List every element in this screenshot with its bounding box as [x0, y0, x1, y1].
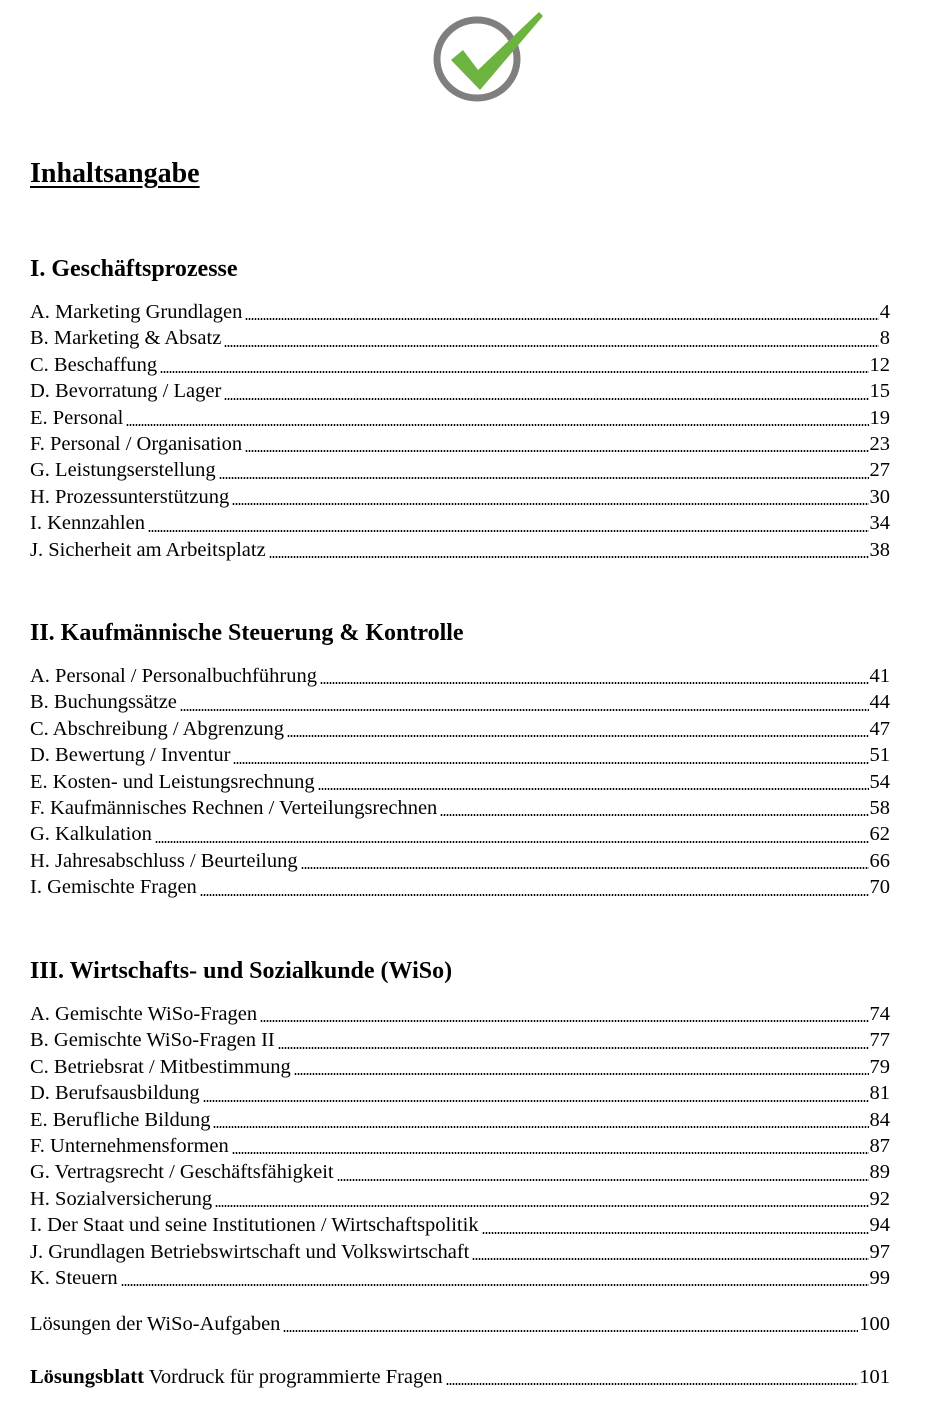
toc-entry: [30, 742, 890, 768]
toc-entry-page: 99: [869, 1266, 890, 1289]
toc-entry-label: A. Gemischte WiSo-Fragen: [30, 1003, 258, 1025]
toc-entry-page: 51: [869, 744, 890, 767]
dot-leader: [482, 1232, 869, 1234]
section-geschaeftsprozesse: [30, 253, 890, 563]
toc-entry-label: B. Marketing & Absatz: [30, 327, 222, 350]
toc-entry: [30, 510, 890, 536]
toc-entry: [30, 1265, 890, 1291]
toc-entry-page: 62: [869, 823, 890, 846]
dot-leader: [180, 709, 869, 711]
section-title: I. Geschäftsprozesse: [30, 256, 238, 282]
dot-leader: [121, 1284, 869, 1286]
toc-entry: [30, 874, 890, 900]
toc-entry-label: F. Kaufmännisches Rechnen / Verteilungsrechnen: [30, 796, 438, 819]
dot-leader: [245, 450, 868, 452]
section-kaufmaennische-steuerung: [30, 617, 890, 901]
section-title: III. Wirtschafts- und Sozialkunde (WiSo): [30, 958, 453, 984]
toc-entry-label: D. Berufsausbildung: [30, 1082, 200, 1105]
answer-sheet-label-rest: Vordruck für programmierte Fragen: [143, 1366, 443, 1388]
toc-entry-page: 77: [869, 1029, 890, 1052]
toc-entry-page: 100: [859, 1313, 890, 1335]
dot-leader: [301, 867, 869, 869]
toc-entry: [30, 1107, 890, 1133]
checkmark-icon: [433, 10, 545, 105]
toc-entry-label: A. Marketing Grundlagen: [30, 301, 243, 323]
toc-entry-label: E. Kosten- und Leistungsrechnung: [30, 770, 315, 793]
toc-entry: [30, 1054, 890, 1080]
toc-entry: [30, 795, 890, 821]
toc-entry: [30, 325, 890, 351]
toc-entry-page: 70: [869, 876, 890, 899]
toc-entry-label: G. Leistungserstellung: [30, 459, 216, 482]
dot-leader: [224, 398, 868, 400]
toc-entry-page: 44: [869, 691, 890, 714]
dot-leader: [126, 424, 868, 426]
dot-leader: [294, 1073, 869, 1075]
toc-entry-label: E. Personal: [30, 406, 124, 429]
toc-entry-page: 66: [869, 849, 890, 872]
dot-leader: [232, 503, 868, 505]
toc-entry-page: 30: [869, 485, 890, 508]
dot-leader: [318, 788, 869, 790]
toc-entry: [30, 1239, 890, 1265]
toc-entry: [30, 1186, 890, 1212]
toc-entries: [30, 299, 890, 563]
dot-leader: [160, 371, 868, 373]
dot-leader: [148, 530, 869, 532]
section-title: II. Kaufmännische Steuerung & Kontrolle: [30, 620, 464, 646]
toc-entry-page: 94: [869, 1214, 890, 1237]
toc-entry: [30, 405, 890, 431]
toc-entry-page: 34: [869, 512, 890, 535]
toc-entry-label: A. Personal / Personalbuchführung: [30, 665, 317, 687]
toc-entry: [30, 821, 890, 847]
dot-leader: [337, 1179, 869, 1181]
dot-leader: [446, 1383, 859, 1385]
toc-entries: [30, 1001, 890, 1291]
toc-entry-label: H. Sozialversicherung: [30, 1187, 213, 1210]
toc-entry-label: Lösungen der WiSo-Aufgaben: [30, 1313, 281, 1335]
toc-entry-label: H. Prozessunterstützung: [30, 485, 230, 508]
toc-entry-page: 23: [869, 432, 890, 455]
toc-entry-label: H. Jahresabschluss / Beurteilung: [30, 849, 298, 872]
toc-entry-page: 58: [869, 796, 890, 819]
toc-entry: [30, 848, 890, 874]
toc-entry-label: E. Berufliche Bildung: [30, 1108, 211, 1131]
toc-entry-solutions: [30, 1311, 890, 1337]
toc-entry-page: 15: [869, 380, 890, 403]
toc-entry-label: F. Unternehmensformen: [30, 1134, 229, 1157]
toc-entry: [30, 378, 890, 404]
dot-leader: [219, 477, 869, 479]
dot-leader: [269, 556, 869, 558]
toc-entry: [30, 1080, 890, 1106]
toc-entry-page: 81: [869, 1082, 890, 1105]
dot-leader: [213, 1126, 868, 1128]
toc-entry: [30, 431, 890, 457]
toc-entries: [30, 663, 890, 901]
toc-entry-page: 92: [869, 1187, 890, 1210]
toc-entry: [30, 457, 890, 483]
dot-leader: [215, 1205, 868, 1207]
toc-entry-label: D. Bevorratung / Lager: [30, 380, 222, 403]
dot-leader: [278, 1047, 869, 1049]
section-wiso: [30, 955, 890, 1291]
dot-leader: [203, 1100, 869, 1102]
page-title: Inhaltsangabe: [30, 158, 200, 189]
toc-entry-label: B. Buchungssätze: [30, 691, 177, 714]
toc-entry: [30, 352, 890, 378]
toc-entry-label: B. Gemischte WiSo-Fragen II: [30, 1029, 275, 1052]
dot-leader: [260, 1020, 868, 1022]
dot-leader: [155, 841, 869, 843]
answer-sheet-bold-label: Lösungsblatt: [30, 1366, 144, 1388]
toc-entry: [30, 537, 890, 563]
toc-entry: [30, 1311, 890, 1337]
toc-entry-page: 101: [859, 1366, 890, 1388]
toc-entry: [30, 1027, 890, 1053]
toc-entry-page: 84: [869, 1108, 890, 1131]
toc-entry-page: 38: [869, 538, 890, 561]
toc-entry: [30, 1001, 890, 1027]
toc-entry: [30, 1133, 890, 1159]
toc-entry-label: J. Grundlagen Betriebswirtschaft und Volkswirtschaft: [30, 1240, 470, 1263]
toc-entry: [30, 484, 890, 510]
toc-entry-label: [30, 1364, 443, 1390]
toc-entry-label: J. Sicherheit am Arbeitsplatz: [30, 538, 266, 561]
toc-entry-label: I. Der Staat und seine Institutionen / Wirtschaftspolitik: [30, 1214, 479, 1237]
toc-entry: [30, 689, 890, 715]
toc-entry-label: I. Gemischte Fragen: [30, 876, 197, 899]
toc-entry: [30, 1159, 890, 1185]
toc-entry-page: 54: [869, 770, 890, 793]
toc-entry-label: G. Kalkulation: [30, 823, 152, 846]
toc-entry: [30, 663, 890, 689]
dot-leader: [320, 682, 869, 684]
dot-leader: [233, 762, 868, 764]
toc-entry-label: I. Kennzahlen: [30, 512, 145, 535]
dot-leader: [287, 735, 869, 737]
checkmark-logo: [433, 10, 545, 105]
toc-entry-page: 19: [869, 406, 890, 429]
toc-entry-label: D. Bewertung / Inventur: [30, 744, 231, 767]
toc-entry-label: C. Betriebsrat / Mitbestimmung: [30, 1055, 291, 1078]
toc-entry-page: 89: [869, 1161, 890, 1184]
toc-entry-page: 87: [869, 1134, 890, 1157]
toc-entry-label: K. Steuern: [30, 1266, 118, 1289]
toc-entry: [30, 716, 890, 742]
toc-entry-page: 27: [869, 459, 890, 482]
toc-entry: [30, 1212, 890, 1238]
toc-entry: [30, 299, 890, 325]
toc-entry-label: C. Beschaffung: [30, 353, 158, 376]
toc-entry-label: F. Personal / Organisation: [30, 432, 243, 455]
toc-entry-page: 12: [869, 353, 890, 376]
toc-entry-label: C. Abschreibung / Abgrenzung: [30, 717, 284, 740]
toc-entry-answer-sheet: [30, 1364, 890, 1390]
toc-entry-page: 97: [869, 1240, 890, 1263]
toc-entry-label: G. Vertragsrecht / Geschäftsfähigkeit: [30, 1161, 334, 1184]
toc-entry-page: 79: [869, 1055, 890, 1078]
dot-leader: [283, 1330, 858, 1332]
toc-entry-page: 74: [869, 1003, 890, 1025]
toc-entry-page: 41: [869, 665, 890, 687]
dot-leader: [224, 345, 878, 347]
toc-entry: [30, 1364, 890, 1390]
toc-entry-page: 8: [879, 327, 890, 350]
dot-leader: [440, 814, 868, 816]
dot-leader: [200, 894, 869, 896]
toc-entry-page: 47: [869, 717, 890, 740]
dot-leader: [472, 1258, 868, 1260]
dot-leader: [232, 1152, 869, 1154]
toc-entry-page: 4: [879, 301, 890, 323]
toc-entry: [30, 769, 890, 795]
dot-leader: [245, 318, 878, 320]
